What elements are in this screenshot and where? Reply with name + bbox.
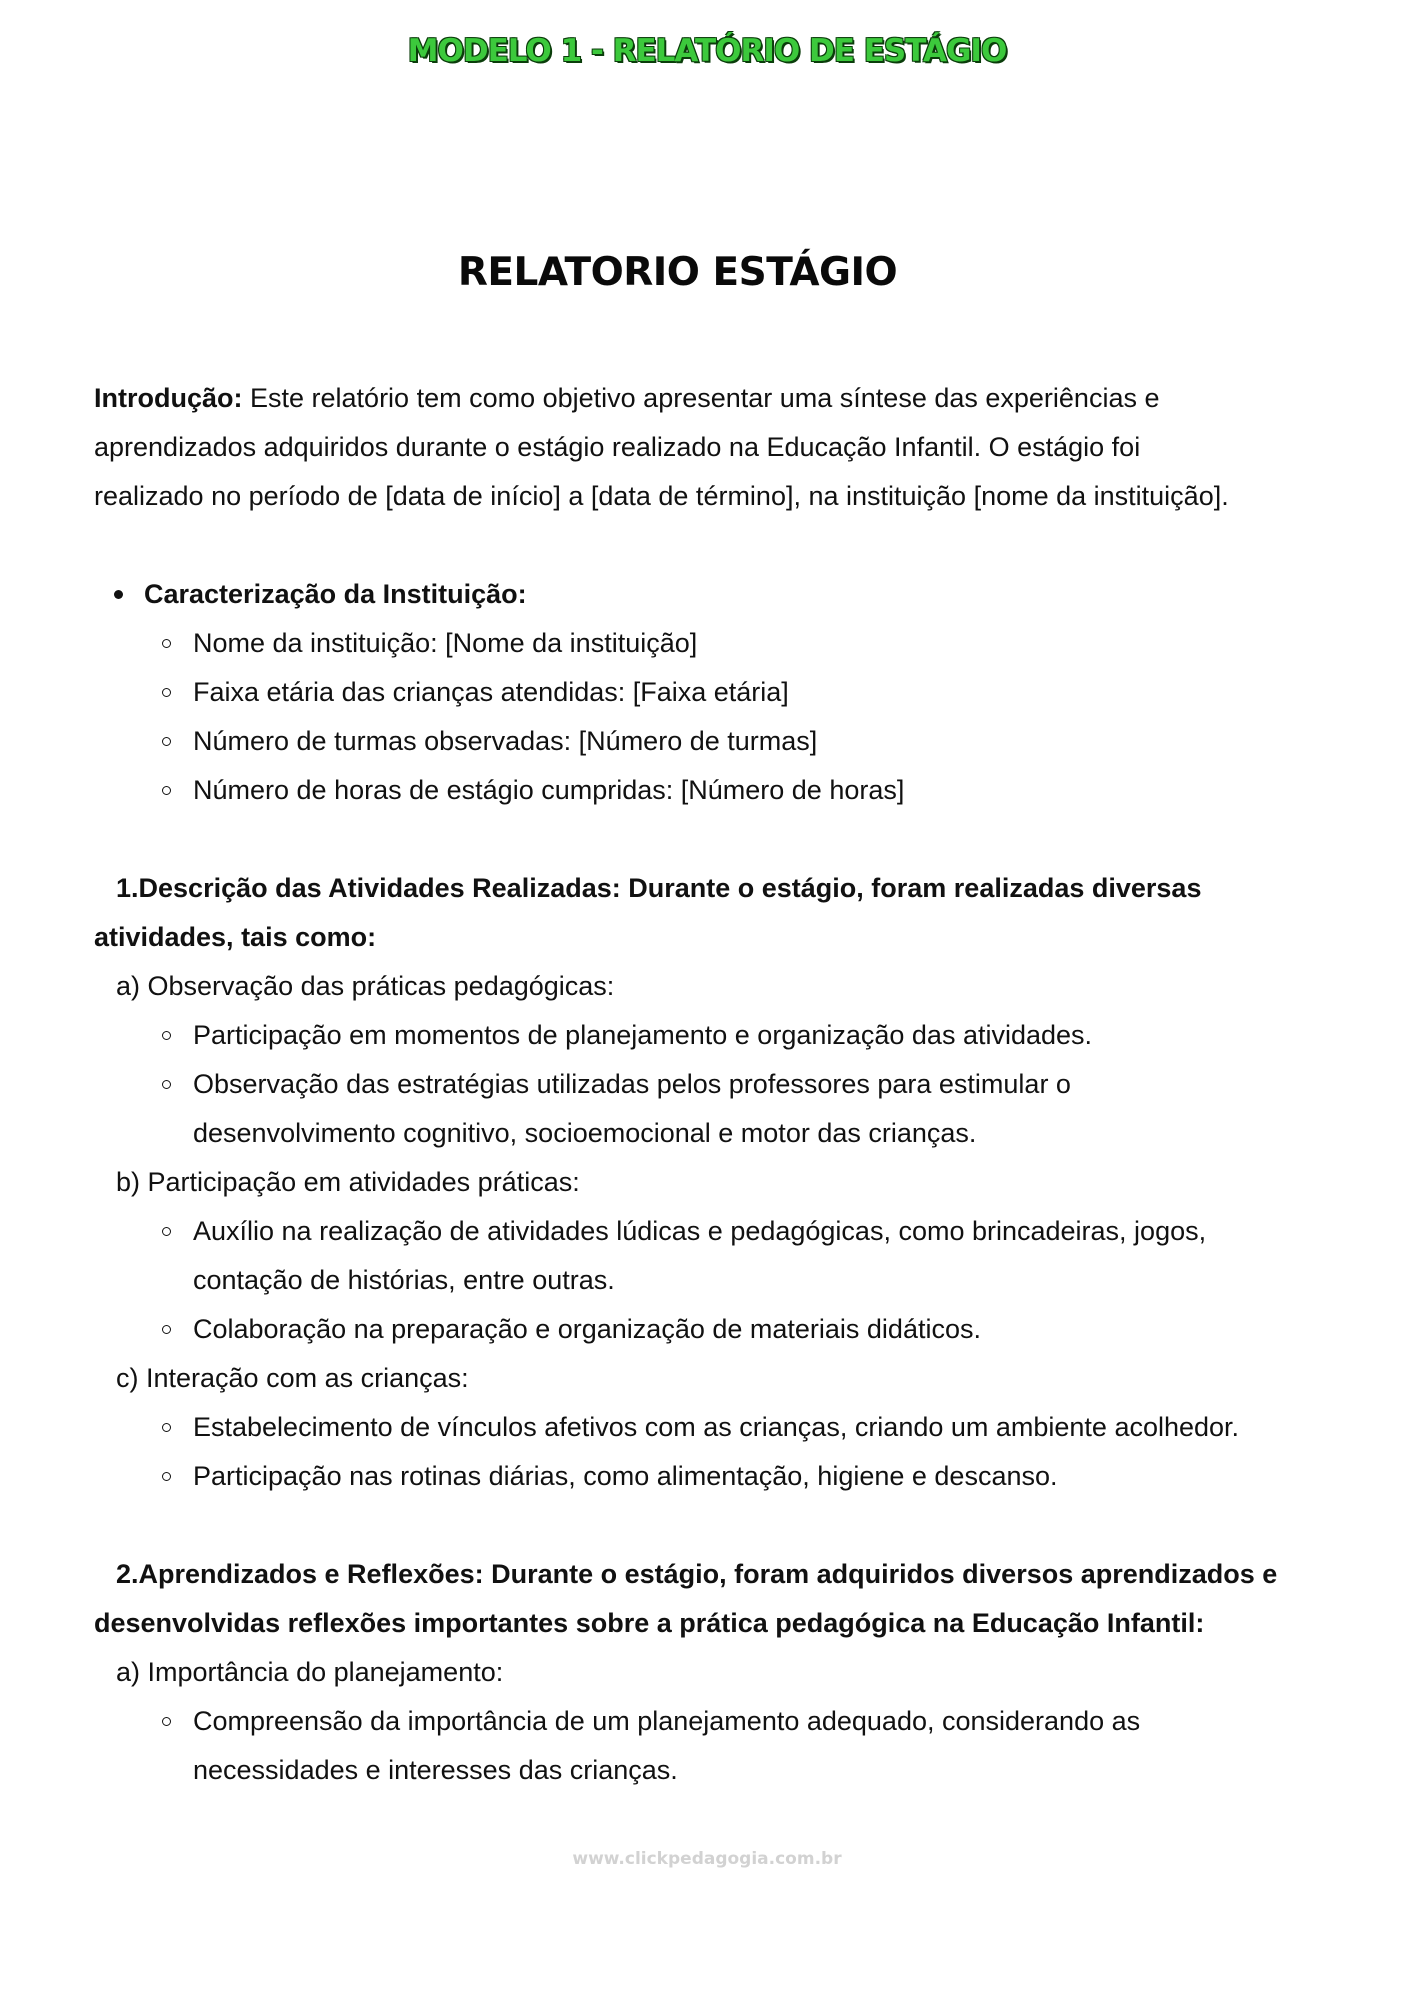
list-item: Participação em momentos de planejamento e organização das atividades. bbox=[94, 1011, 1334, 1060]
spacer bbox=[94, 521, 1334, 570]
intro-text-line-3: realizado no período de [data de início] a [data de término], na instituição [nome da instituição]. bbox=[94, 481, 1229, 511]
section1-heading-line-2: atividades, tais como: bbox=[94, 922, 377, 952]
section1-c-label: c) Interação com as crianças: bbox=[116, 1363, 469, 1393]
spacer bbox=[94, 815, 1334, 864]
document-title: RELATORIO ESTÁGIO bbox=[457, 250, 898, 295]
section2-heading-line-1: 2.Aprendizados e Reflexões: Durante o estágio, foram adquiridos diversos aprendizados e bbox=[116, 1559, 1278, 1589]
intro-paragraph bbox=[94, 374, 1334, 423]
list-item-continuation: desenvolvimento cognitivo, socioemocional e motor das crianças. bbox=[193, 1118, 977, 1148]
header-banner: MODELO 1 - RELATÓRIO DE ESTÁGIO bbox=[407, 33, 1007, 69]
list-item: Colaboração na preparação e organização de materiais didáticos. bbox=[94, 1305, 1334, 1354]
section1-b-label: b) Participação em atividades práticas: bbox=[116, 1167, 580, 1197]
list-item: Estabelecimento de vínculos afetivos com as crianças, criando um ambiente acolhedor. bbox=[94, 1403, 1334, 1452]
list-item-continuation: necessidades e interesses das crianças. bbox=[193, 1755, 678, 1785]
intro-text-line-1: Este relatório tem como objetivo apresentar uma síntese das experiências e bbox=[242, 383, 1160, 413]
section2-a-label: a) Importância do planejamento: bbox=[116, 1657, 504, 1687]
list-item: Participação nas rotinas diárias, como alimentação, higiene e descanso. bbox=[94, 1452, 1334, 1501]
intro-label: Introdução: bbox=[94, 383, 243, 413]
section1-a-label: a) Observação das práticas pedagógicas: bbox=[116, 971, 615, 1001]
section2-heading-line-2: desenvolvidas reflexões importantes sobre a prática pedagógica na Educação Infantil: bbox=[94, 1608, 1205, 1638]
list-item: Observação das estratégias utilizadas pelos professores para estimular o bbox=[94, 1060, 1334, 1109]
intro-text-line-2: aprendizados adquiridos durante o estágio realizado na Educação Infantil. O estágio foi bbox=[94, 432, 1141, 462]
list-item-continuation: contação de histórias, entre outras. bbox=[193, 1265, 615, 1295]
list-item: Nome da instituição: [Nome da instituição] bbox=[94, 619, 1334, 668]
footer-url: www.clickpedagogia.com.br bbox=[572, 1849, 842, 1869]
spacer bbox=[94, 1501, 1334, 1550]
list-item: Número de turmas observadas: [Número de turmas] bbox=[94, 717, 1334, 766]
list-item: Auxílio na realização de atividades lúdicas e pedagógicas, como brincadeiras, jogos, bbox=[94, 1207, 1334, 1256]
caracterizacao-heading: Caracterização da Instituição: bbox=[94, 570, 1334, 619]
section1-heading-line-1: 1.Descrição das Atividades Realizadas: Durante o estágio, foram realizadas diversas bbox=[116, 873, 1202, 903]
document-body bbox=[94, 374, 1334, 1795]
list-item: Faixa etária das crianças atendidas: [Faixa etária] bbox=[94, 668, 1334, 717]
list-item: Número de horas de estágio cumpridas: [Número de horas] bbox=[94, 766, 1334, 815]
list-item: Compreensão da importância de um planejamento adequado, considerando as bbox=[94, 1697, 1334, 1746]
